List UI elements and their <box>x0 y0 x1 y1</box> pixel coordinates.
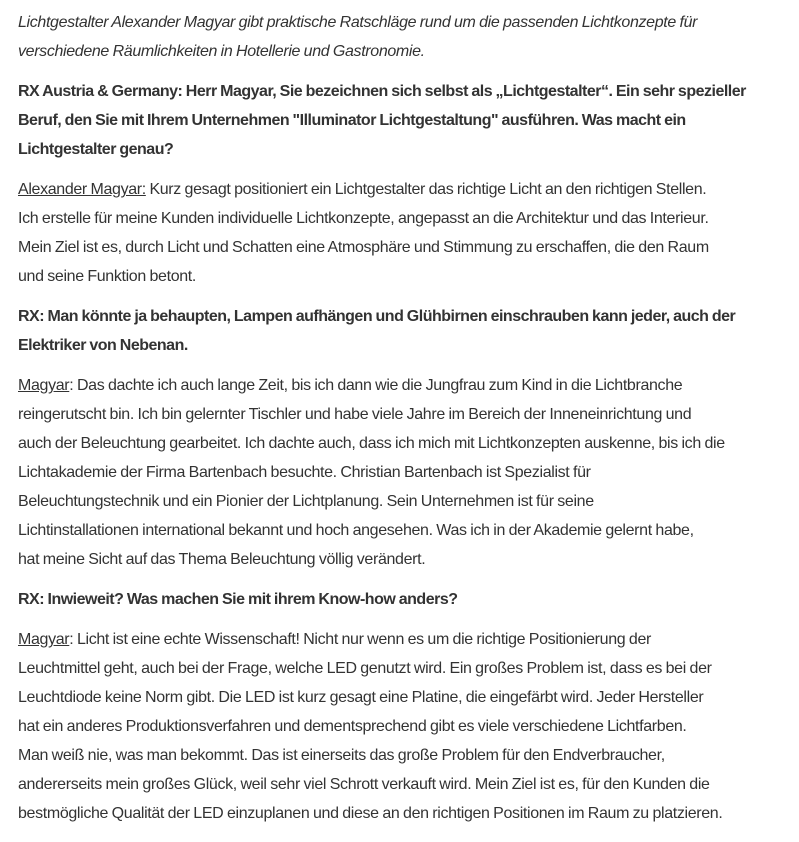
question-line: RX Austria & Germany: Herr Magyar, Sie bezeichnen sich selbst als „Lichtgestalter“. Ein sehr spezieller <box>18 83 746 100</box>
answer-line <box>18 371 793 400</box>
answer-line: Ich erstelle für meine Kunden individuelle Lichtkonzepte, angepasst an die Architektur und das Interieur. <box>18 210 709 227</box>
interview-answer-2 <box>18 371 793 574</box>
article-intro <box>18 8 793 66</box>
question-line: Beruf, den Sie mit Ihrem Unternehmen "Illuminator Lichtgestaltung" ausführen. Was macht ein <box>18 112 686 129</box>
answer-line <box>18 175 793 204</box>
speaker-label: Magyar <box>18 377 70 394</box>
answer-line: reingerutscht bin. Ich bin gelernter Tischler und habe viele Jahre im Bereich der Inneneinrichtung und <box>18 406 692 423</box>
question-line: RX: Inwieweit? Was machen Sie mit ihrem Know-how anders? <box>18 591 458 608</box>
answer-line: Lichtakademie der Firma Bartenbach besuchte. Christian Bartenbach ist Spezialist für <box>18 464 591 481</box>
answer-line: Mein Ziel ist es, durch Licht und Schatten eine Atmosphäre und Stimmung zu erschaffen, die den Raum <box>18 239 709 256</box>
question-line: RX: Man könnte ja behaupten, Lampen aufhängen und Glühbirnen einschrauben kann jeder, auch der <box>18 308 736 325</box>
speaker-label: Magyar <box>18 631 70 648</box>
interview-question-2 <box>18 302 793 360</box>
answer-text: : Licht ist eine echte Wissenschaft! Nicht nur wenn es um die richtige Positionierung der <box>69 631 651 648</box>
answer-line <box>18 625 793 654</box>
interview-answer-1 <box>18 175 793 291</box>
answer-line: hat meine Sicht auf das Thema Beleuchtung völlig verändert. <box>18 551 426 568</box>
intro-line: verschiedene Räumlichkeiten in Hotellerie und Gastronomie. <box>18 43 425 60</box>
answer-line: andererseits mein großes Glück, weil sehr viel Schrott verkauft wird. Mein Ziel ist es, für den Kunden die <box>18 776 710 793</box>
intro-line: Lichtgestalter Alexander Magyar gibt praktische Ratschläge rund um die passenden Lichtkonzepte für <box>18 14 698 31</box>
interview-question-3 <box>18 585 793 614</box>
answer-line: auch der Beleuchtung gearbeitet. Ich dachte auch, dass ich mich mit Lichtkonzepten auskenne, bis ich die <box>18 435 725 452</box>
speaker-label: Alexander Magyar: <box>18 181 146 198</box>
question-line: Lichtgestalter genau? <box>18 141 174 158</box>
answer-line: Beleuchtungstechnik und ein Pionier der Lichtplanung. Sein Unternehmen ist für seine <box>18 493 594 510</box>
answer-text: : Das dachte ich auch lange Zeit, bis ich dann wie die Jungfrau zum Kind in die Lichtbranche <box>69 377 683 394</box>
interview-question-1 <box>18 77 793 164</box>
question-line: Elektriker von Nebenan. <box>18 337 188 354</box>
interview-answer-3 <box>18 625 793 828</box>
article-body <box>18 8 793 839</box>
answer-line: Leuchtmittel geht, auch bei der Frage, welche LED genutzt wird. Ein großes Problem ist, dass es bei der <box>18 660 712 677</box>
answer-line: Man weiß nie, was man bekommt. Das ist einerseits das große Problem für den Endverbraucher, <box>18 747 665 764</box>
answer-line: bestmögliche Qualität der LED einzuplanen und diese an den richtigen Positionen im Raum zu platzieren. <box>18 805 723 822</box>
answer-line: Lichtinstallationen international bekannt und hoch angesehen. Was ich in der Akademie gelernt habe, <box>18 522 694 539</box>
answer-text: Kurz gesagt positioniert ein Lichtgestalter das richtige Licht an den richtigen Stellen. <box>145 181 707 198</box>
answer-line: Leuchtdiode keine Norm gibt. Die LED ist kurz gesagt eine Platine, die eingefärbt wird. Jeder Hersteller <box>18 689 704 706</box>
answer-line: und seine Funktion betont. <box>18 268 196 285</box>
answer-line: hat ein anderes Produktionsverfahren und dementsprechend gibt es viele verschiedene Lichtfarben. <box>18 718 687 735</box>
